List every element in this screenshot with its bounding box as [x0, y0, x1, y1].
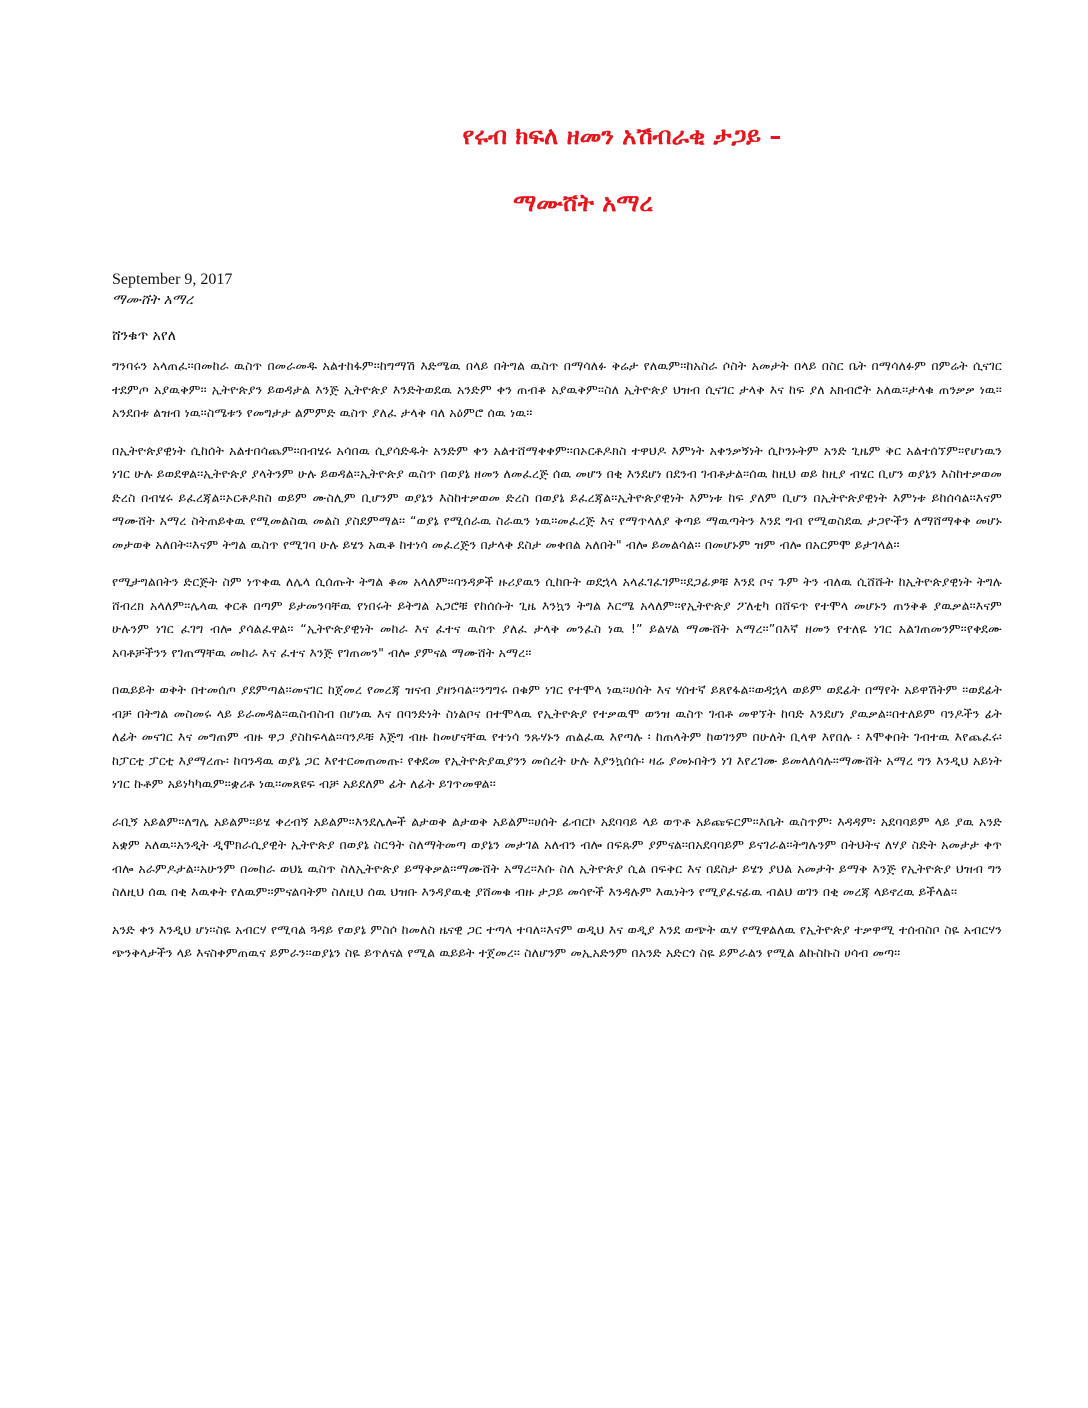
document-title-name: ማሙሸት አማረ [513, 189, 653, 217]
document-meta [112, 270, 1002, 346]
paragraph-5: ራቢኝ አይልም፡፡ለግሌ አይልም፡፡ይሄ ቀረብኝ አይልም፡፡እንደሌሎች ልታወቅ ልታወቅ አይልም፡፡ሀሰት ፊብርኮ አደባባይ ላይ ወጥቶ አይጩፍርም፡፡እቤት ዉስጥም፡ እዳዳም፡ አደባባይም ላይ ያዉ አንድ አቋም አለዉ፡፡አንዲት ዲሞክራሲያዊት ኢትዮጵያ በወያኔ ስርዓት ስለማትመጣ ወያኔን መታገል አለብን ብሎ በፍጹም ያምናል፡፡በአደባባይም ይናገራል፡፡ትግሉንም በትህትና ለሃያ ስድት አመታታ ቀጥ ብሎ አራምዶታል፡፡አሁንም በመከራ ወህኒ ዉስጥ ስለኢትዮጵያ ይማቅቃል፡፡ማሙሸት አማረ፡፡እሱ ስለ ኢትዮጵያ ሲል በፍቅር እና በደስታ ይሄን ያህል አመታት ይማቅ እንጅ የኢትዮጵያ ህዝብ ግን ስለዚህ ሰዉ በቂ እዉቀት የለዉም፡፡ምናልባትም ስለዚህ ሰዉ ህዝቡ እንዳያዉቂ ያሸመቁ ብዙ ታጋይ መሳዮች እንዳሉም እዉነትን የሚያፈናፊዉ ብልህ ወገን በቂ መረጃ ላይኖረዉ ይችላል፡፡ [112, 813, 1002, 899]
document-title: የሩብ ክፍለ ዘመን አሽብራቂ ታጋይ – [462, 122, 782, 150]
paragraph-2: በኢትዮጵያዊነት ሲከሰት አልተበሳጨም፡፡በብሄሩ አሳበዉ ሲያሳድዱት አንድም ቀን አልተሸማቀቀም፡፡በኦርቶዶክስ ተዋህዶ እምነት አቀንቃኝነት ሲኮንኑትም አንድ ጊዜም ቅር አልተሰኘም፡፡የሆነዉን ነገር ሁሉ ይወደዋል፡፡ኢትዮጵያ ያላትንም ሁሉ ይወዳል፡፡ኢትዮጵያ ዉስጥ በወያኔ ዘመን ለመፈረጅ ሰዉ መሆን በቂ እንደሆነ በደንብ ገብቶታል፡፡ሰዉ ከዚህ ወይ ከዚያ ብሄር ቢሆን ወያኔን እስከተቃወመ ድረስ በብሄሩ ይፈረጃል፡፡ኦርቶዶክስ ወይም ሙስሊም ቢሆንም ወያኔን እስከተቃወመ ድረስ በወያኔ ይፈረጃል፡፡ኢትዮጵያዊነት እምነቱ ከፍ ያለም ቢሆን በኢትዮጵያዊነት እምነቱ ይከሰሳል፡፡እናም ማሙሸት አማረ ስትጠይቀዉ የሚመልስዉ መልስ ያስደምማል፡፡ “ወያኔ የሚሰራዉ ስራዉን ነዉ፡፡መፈረጅ እና የማጥላለያ ቅጣይ ማዉጣትን እንደ ግብ የሚወስደዉ ታጋዮችን ለማሸማቀቅ መሆኑ መታወቅ አለበት፡፡እናም ትግል ዉስጥ የሚገባ ሁሉ ይሄን አዉቆ ከተነሳ መፈረጅን በታላቅ ደስታ መቀበል አለበት" ብሎ ይመልሳል፡፡ በመሆኑም ዝም ብሎ በአርምሞ ይታገላል፡፡ [112, 442, 1002, 552]
paragraph-4: በዉይይት ወቅት በተመሰጦ ያደምጣል፡፡መናገር ከጀመረ የመረጃ ዝናብ ያዘንባል፡፡ንግግሩ በቁም ነገር የተሞላ ነዉ፡፡ሀሰት እና ሃሰተኛ ይጸየፋል፡፡ወዳኋላ ወይም ወደፊት በማየት አይዋሽትም ፡፡ወደፊት ብቻ በትግል መስመሩ ላይ ይራመዳል፡፡ዉስብስብ በሆነዉ እና በባንድነት ስነልቦና በተሞላዉ የኢትዮጵያ የተቃዉሞ ወንዝ ዉስጥ ገብቶ መዋኘት ከባድ እንደሆነ ያዉቃል፡፡በተለይም ባንዶችን ፊት ለፊት መናገር እና መግጠም ብዙ ዋጋ ያስከፍላል፡፡ባንዶቹ እጅግ ብዙ ከመሆናቸዉ የተነሳ ንጹሃኑን ጠልፈዉ እየጣሉ ፡ ከጠላትም ከወገንም በሁለት ቢላዋ እየበሉ ፡ እሞቀበት ገብተዉ እየጨፈሩ፡ ከፓርቲ ፓርቲ እያማረጡ፡ ከባንዳዉ ወያኔ ጋር እየተርመጠመጡ፡ የቀደመ የኢትዮጵያዉያንን መሰረት ሁሉ እያንኳሰሱ፡ ዛሬ ያመኑበትን ነገ እየረገሙ ይመላለሳሉ፡፡ማሙሸት አማረ ግን እንዲህ አይነት ነገር ኩቶም አይነካካዉም፡፡ቋሪቶ ነዉ፡፡መጸዩፍ ብቻ አይደለም ፊት ለፊት ይገጥመዋል፡፡ [112, 682, 1002, 791]
author-name: ማሙሸት አማረ [112, 292, 194, 308]
paragraph-6: አንድ ቀን እንዲህ ሆነ፡፡ስዬ አብርሃ የሚባል ጓዳይ የወያኔ ምስሶ ከመለስ ዜናዊ ጋር ተጣላ ተባለ፡፡እናም ወዲህ እና ወዲያ እንደ ወጭት ዉሃ የሚዋልለዉ የኢትዮጵያ ተቃዋሚ ተሰብስቦ ስዬ አብርሃን ጭንቅላታችን ላይ እናስቀምጠዉና ይምራን፡፡ወያኔን ስዬ ይጥለናል የሚል ዉይይት ተጀመረ፡፡ ስለሆንም መኢአድንም በአንድ አድርጎ ስዬ ይምራልን የሚል ልኩስኩስ ሀሳብ መጣ፡፡ [112, 921, 1002, 960]
document-body [112, 354, 1002, 979]
paragraph-1: ግንባሩን አላጠፈ፡፡በመከራ ዉስጥ በመራመዱ አልተከፋም፡፡ከግማሽ እድሜዉ በላይ በትግል ዉስጥ በማሳለፉ ቅሬታ የለዉም፡፡ከአስራ ሶስት አመታት በላይ በስር ቤት በማሳለፉም በምሬት ሲናገር ተደምጦ አያዉቅም፡፡ ኢትዮጵያን ይወዳታል እንጅ ኢትዮጵያ እንድትወደዉ አንድም ቀን ጠብቆ አያዉቅም፡፡ስለ ኢትዮጵያ ህዝብ ሲናገር ታላቅ እና ከፍ ያለ አክብሮት አለዉ፡፡ታላቁ ጠንቃቃ ነዉ፡፡አንደበቱ ልዝብ ነዉ፡፡ስሜቱን የመግታታ ልምምድ ዉስጥ ያለፈ ታላቅ ባለ አዕምሮ ሰዉ ነዉ፡፡ [112, 358, 1002, 420]
byline: ሸንቁጥ አየለ [112, 328, 176, 344]
paragraph-3: የሚታግልበትን ድርጅት ስም ነጥቀዉ ለሌላ ሲሰጡት ትግል ቆመ አላለም፡፡ባንዳዎች ዙሪያዉን ሲከቡት ወደኋላ አላፈገፈገም፡፡ደጋፊዎቹ እንደ ቦና ጉም ትን ብለዉ ሲሸሹት ከኢትዮጵያዊነት ትግሉ ሸብረክ አላለም፡፡ሌላዉ ቀርቶ በጣም ይታመንባቸዉ የነበሩት ይትግል አጋሮቹ የከሰሱት ጊዜ እንኳን ትግል እርሜ አላለም፡፡የኢትዮጵያ ፖለቲካ በሸፍጥ የተሞላ መሆኑን ጠንቅቆ ያዉቃል፡፡እናም ሁሉንም ነገር ፈገግ ብሎ ያሳልፈዋል፡፡ “ኢትዮጵያዊነት መከራ እና ፈተና ዉስጥ ያለፈ ታላቅ መንፈስ ነዉ !” ይልሃል ማሙሸት አማረ፡፡”በእኛ ዘመን የተለዬ ነገር አልገጠመንም፡፡የቀደሙ አባቶቻችንን የገጠማቸዉ መከራ እና ፈተና እንጅ የገጠመን" ብሎ ያምናል ማሙሸት አማረ፡፡ [112, 574, 1002, 660]
publish-date: September 9, 2017 [112, 271, 233, 288]
